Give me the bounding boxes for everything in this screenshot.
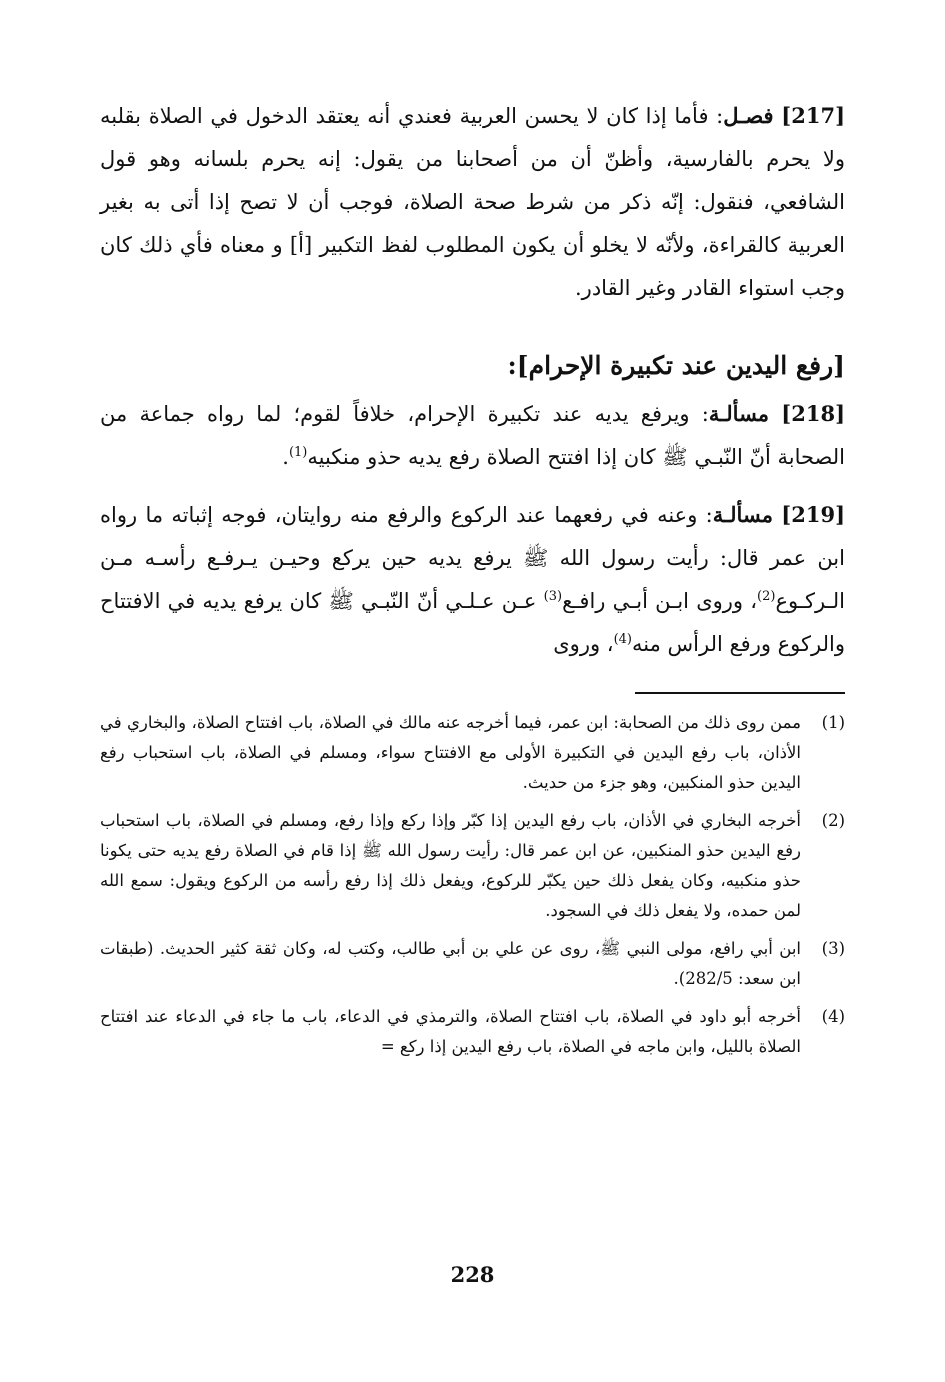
paragraph-text: : فأما إذا كان لا يحسن العربية فعندي أنه يعتقد الدخول في الصلاة بقلبه ولا يحرم بالفارسية، وأظنّ أن من أصحابنا من يقول: إنه يحرم بلسانه وهو قول الشافعي، فنقول: إنّه ذكر من شرط صحة الصلاة، فوجب أن لا تصح إذا أتى به بغير العربية كالقراءة، ولأنّه لا يخلو أن يكون المطلوب لفظ التكبير [أ] و معناه فأي ذلك كان وجب استواء القادر وغير القادر. (100, 104, 845, 300)
footnote-divider (635, 692, 845, 694)
footnotes (100, 708, 845, 1062)
footnote-text: أخرجه أبو داود في الصلاة، باب افتتاح الصلاة، والترمذي في الدعاء، باب ما جاء في الدعاء عند افتتاح الصلاة بالليل، وابن ماجه في الصلاة، باب رفع اليدين إذا ركع = (100, 1007, 801, 1056)
paragraph-219 (100, 493, 845, 666)
footnote-number: (1) (821, 713, 845, 732)
footnote (100, 708, 845, 798)
footnote-text: أخرجه البخاري في الأذان، باب رفع اليدين إذا كبّر وإذا ركع وإذا رفع، ومسلم في الصلاة، باب استحباب رفع اليدين حذو المنكبين، عن ابن عمر قال: رأيت رسول الله ﷺ إذا قام في الصلاة رفع يديه حتى يكونا حذو منكبيه، وكان يفعل ذلك حين يكبّر للركوع، ويفعل ذلك إذا رفع رأسه من الركوع ويقول: سمع الله لمن حمده، ولا يفعل ذلك في السجود. (100, 811, 801, 920)
footnote-text: ممن روى ذلك من الصحابة: ابن عمر، فيما أخرجه عنه مالك في الصلاة، باب افتتاح الصلاة، والبخاري في الأذان، باب رفع اليدين في التكبيرة الأولى مع الافتتاح سواء، ومسلم في الصلاة، باب استحباب رفع اليدين حذو المنكبين، وهو جزء من حديث. (100, 713, 801, 792)
paragraph-number: [217] (781, 103, 845, 128)
footnote (100, 806, 845, 926)
paragraph-218 (100, 392, 845, 479)
footnote (100, 1002, 845, 1062)
issue-label: مسألـة (712, 502, 773, 527)
footnote-text: ابن أبي رافع، مولى النبي ﷺ، روى عن علي بن أبي طالب، وكتب له، وكان ثقة كثير الحديث. (طبقات ابن سعد: 282/5). (100, 939, 801, 988)
section-label: فصـل (723, 103, 774, 128)
footnote-number: (3) (821, 939, 845, 958)
paragraph-number: [219] (781, 502, 845, 527)
paragraph-217 (100, 94, 845, 310)
footnote-ref-3: (3) (543, 589, 563, 604)
paragraph-tail: . (282, 445, 289, 469)
paragraph-text: ، وروى ابـن أبـي رافـع (562, 589, 758, 613)
paragraph-number: [218] (781, 401, 845, 426)
footnote-number: (2) (821, 811, 845, 830)
footnote-ref-4: (4) (613, 632, 632, 647)
paragraph-text: ، وروى (553, 632, 614, 656)
issue-label: مسألـة (708, 401, 770, 426)
section-heading: [رفع اليدين عند تكبيرة الإحرام]: (507, 351, 845, 380)
page-number: 228 (450, 1262, 495, 1287)
footnote-ref-2: (2) (757, 589, 776, 604)
paragraph-text: : وعنه في رفعهما عند الركوع والرفع منه روايتان، فوجه إثباته ما رواه ابن عمر قال: رأيت رسول الله ﷺ يرفع يديه حين يركع وحيـن يـرفـع رأسـه مـن الـركـوع (100, 503, 845, 613)
footnote-ref-1: (1) (288, 445, 308, 460)
paragraph-text: عـن عـلـي أنّ النّبـي ﷺ كان يرفع يديه في الافتتاح والركوع ورفع الرأس منه (100, 589, 845, 656)
footnote-number: (4) (821, 1007, 845, 1026)
paragraph-text: : ويرفع يديه عند تكبيرة الإحرام، خلافاً لقوم؛ لما رواه جماعة من الصحابة أنّ النّبـي ﷺ كان إذا افتتح الصلاة رفع يديه حذو منكبيه (100, 402, 845, 469)
footnote (100, 934, 845, 994)
